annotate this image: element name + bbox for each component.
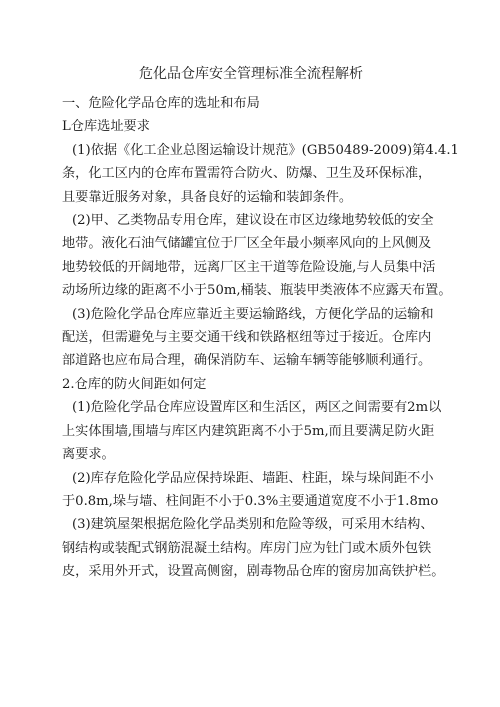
paragraph-line: 部道路也应布局合理，确保消防车、运输车辆等能够顺利通行。 [62, 353, 432, 369]
paragraph-line: 动场所边缘的距离不小于50m,桶装、瓶装甲类液体不应露天布置。 [62, 283, 452, 299]
page-title: 危化品仓库安全管理标准全流程解析 [139, 66, 363, 82]
paragraph-line: 皮，采用外开式，设置高侧窗，剧毒物品仓库的窗房加高铁护栏。 [62, 564, 445, 580]
section-heading: 一、危险化学品仓库的选址和布局 [62, 96, 260, 111]
subsection-heading: 2.仓库的防火间距如何定 [62, 376, 207, 392]
paragraph-line: 上实体围墙,围墙与库区内建筑距离不小于5m,而且要满足防火距 [62, 423, 435, 439]
subsection-heading: L仓库选址要求 [62, 119, 150, 135]
paragraph-line: 条，化工区内的仓库布置需符合防火、防爆、卫生及环保标准， [62, 166, 432, 182]
paragraph-line: (3)建筑屋架根据危险化学品类别和危险等级，可采用木结构、 [72, 517, 434, 533]
paragraph-line: 地带。液化石油气储罐宜位于厂区全年最小频率风向的上风侧及 [62, 236, 432, 252]
paragraph-line: 钢结构或装配式钢筋混凝土结构。库房门应为钍门或木质外包铁 [62, 540, 432, 556]
paragraph-line: 地势较低的开阔地带，远离厂区主干道等危险设施,与人员集中活 [62, 259, 436, 275]
paragraph-line: (1)依据《化工企业总图运输设计规范》(GB50489-2009)第4.4.1 [72, 142, 459, 158]
paragraph-line: (3)危险化学品仓库应靠近主要运输路线，方便化学品的运输和 [72, 306, 434, 322]
paragraph-line: 配送，但需避免与主要交通干线和铁路枢纽等过于接近。仓库内 [62, 330, 432, 346]
paragraph-line: 且要靠近服务对象，具备良好的运输和装卸条件。 [62, 189, 353, 205]
paragraph-line: (2)甲、乙类物品专用仓库，建议设在市区边缘地势较低的安全 [72, 213, 434, 229]
paragraph-line: (1)危险化学品仓库应设置库区和生活区，两区之间需要有2m以 [72, 400, 442, 416]
paragraph-line: 离要求。 [62, 447, 115, 463]
paragraph-line: 于0.8m,垛与墙、柱间距不小于0.3%主要通道宽度不小于1.8mo [62, 493, 439, 509]
paragraph-line: (2)库存危险化学品应保持垛距、墙距、柱距，垛与垛间距不小 [72, 470, 434, 486]
